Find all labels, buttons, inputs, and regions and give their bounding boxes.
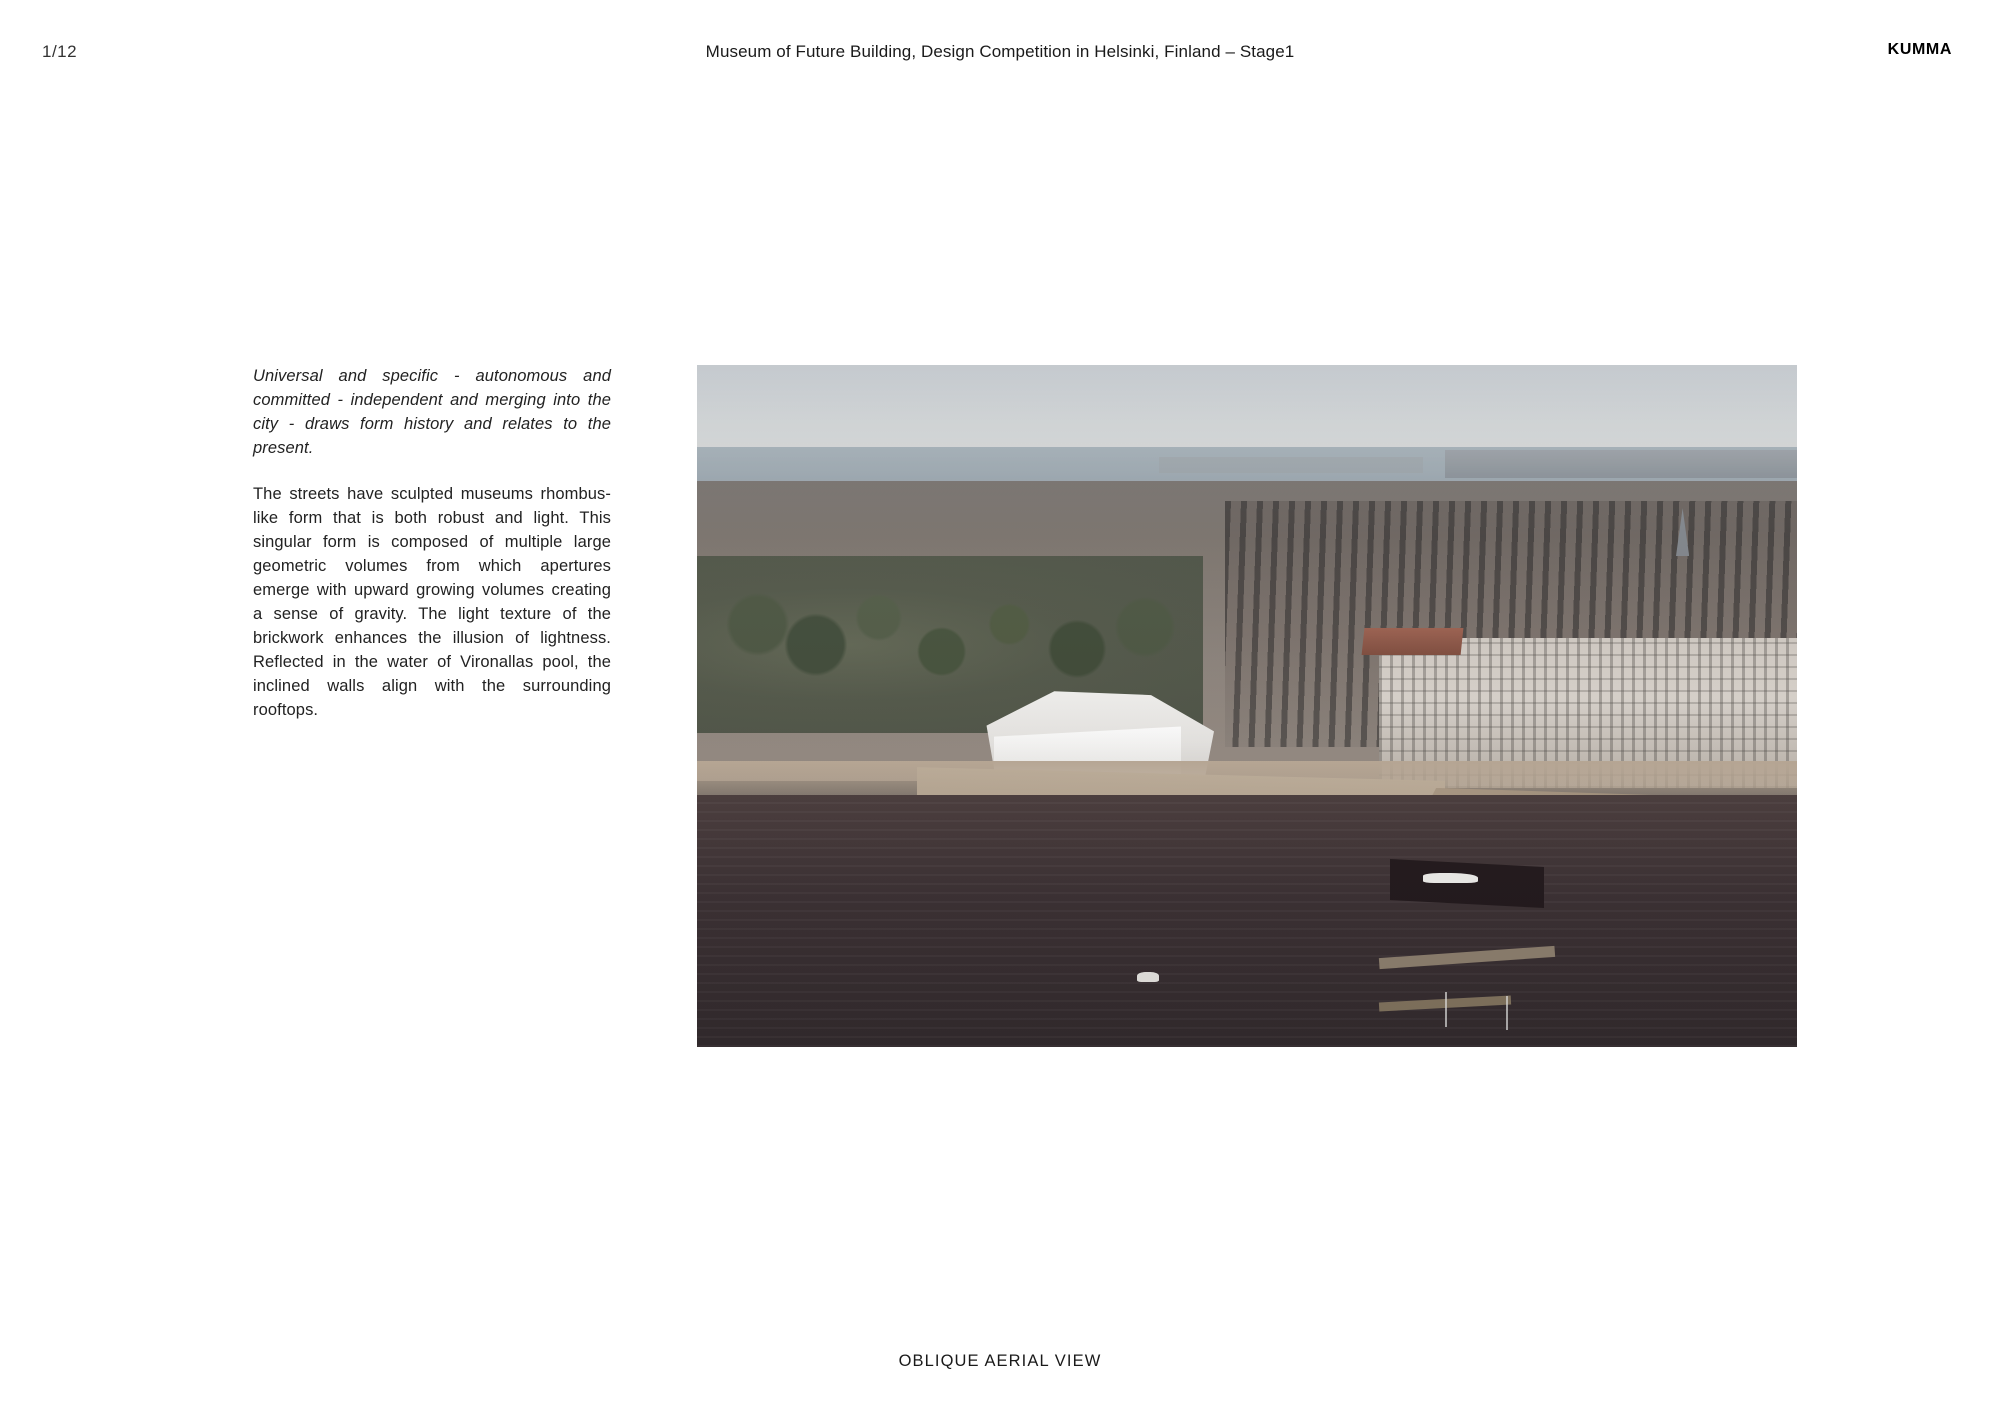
water-reflections <box>697 795 1797 1047</box>
brand-logo: KUMMA <box>1887 41 1952 58</box>
boat-basin <box>1390 859 1544 908</box>
text-column <box>253 364 611 722</box>
red-roof-building <box>1361 628 1463 655</box>
figure-caption: OBLIQUE AERIAL VIEW <box>898 1352 1102 1370</box>
page-number: 1/12 <box>42 42 78 61</box>
body-paragraph: The streets have sculpted museums rhombus-like form that is both robust and light. This singular form is composed of multiple large geometric volumes from which apertures emerge with upward growing volumes creating a sense of gravity. The light texture of the brickwork enhances the illusion of lightness. Reflected in the water of Vironallas pool, the inclined walls align with the surrounding rooftops. <box>253 485 611 719</box>
small-boat <box>1137 972 1159 982</box>
tree-canopy <box>719 570 1203 706</box>
moored-yacht <box>1423 873 1478 883</box>
page-header <box>0 0 2000 80</box>
mast-icon <box>1506 996 1508 1030</box>
mast-icon <box>1445 992 1447 1026</box>
lead-paragraph: Universal and specific - autonomous and committed - independent and merging into the city - draws form history and relates to the present. <box>253 367 611 457</box>
document-title: Museum of Future Building, Design Competition in Helsinki, Finland – Stage1 <box>705 42 1295 61</box>
render-illustration <box>697 365 1797 1047</box>
aerial-render-image <box>697 365 1797 1047</box>
distant-islands <box>1445 450 1797 477</box>
distant-shoreline <box>1159 457 1423 473</box>
